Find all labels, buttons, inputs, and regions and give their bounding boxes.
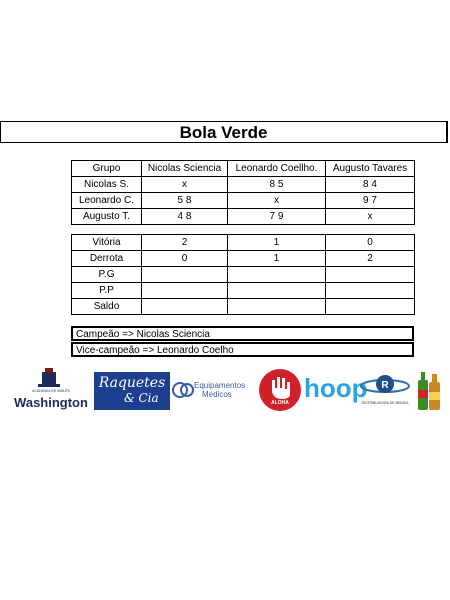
table-cell bbox=[326, 299, 415, 315]
table-cell: 8 5 bbox=[228, 177, 326, 193]
vice-champion-box: Vice-campeão => Leonardo Coelho bbox=[71, 342, 414, 357]
table-row bbox=[72, 177, 415, 193]
table-row bbox=[72, 235, 415, 251]
table-cell: x bbox=[142, 177, 228, 193]
table-row bbox=[72, 251, 415, 267]
table-cell: 2 bbox=[326, 251, 415, 267]
row-label: P.G bbox=[72, 267, 142, 283]
table-cell: 1 bbox=[228, 235, 326, 251]
table-cell bbox=[326, 283, 415, 299]
table-cell: 2 bbox=[142, 235, 228, 251]
page-title: Bola Verde bbox=[0, 121, 448, 143]
equipamentos-line1: Equipamentos bbox=[194, 381, 246, 390]
table-header-row bbox=[72, 161, 415, 177]
table-cell: 7 9 bbox=[228, 209, 326, 225]
table-row bbox=[72, 267, 415, 283]
table-cell bbox=[228, 267, 326, 283]
bottles-logo bbox=[414, 368, 444, 412]
table-cell bbox=[228, 299, 326, 315]
table-cell: x bbox=[326, 209, 415, 225]
aloha-logo bbox=[258, 368, 302, 412]
washington-name: Washington bbox=[14, 395, 88, 410]
table-cell bbox=[142, 267, 228, 283]
table-cell: 4 8 bbox=[142, 209, 228, 225]
washington-logo bbox=[8, 366, 94, 414]
raquetes-line2: & Cia bbox=[124, 391, 159, 405]
header-cell: Leonardo Coellho. bbox=[228, 161, 326, 177]
medical-emblem-icon bbox=[172, 380, 194, 400]
distribuidora-name: DISTRIBUIDORA DE BEBIDA bbox=[361, 401, 409, 405]
table-cell: 1 bbox=[228, 251, 326, 267]
washington-tagline: ACADEMIA DE INGLÊS bbox=[32, 389, 70, 393]
header-cell: Augusto Tavares bbox=[326, 161, 415, 177]
hoop-logo bbox=[304, 372, 368, 406]
table-cell bbox=[326, 267, 415, 283]
distribuidora-emblem-icon bbox=[358, 370, 412, 400]
row-label: Augusto T. bbox=[72, 209, 142, 225]
equipamentos-line2: Médicos bbox=[202, 390, 232, 399]
table-row bbox=[72, 299, 415, 315]
table-cell: 0 bbox=[142, 251, 228, 267]
row-label: P.P bbox=[72, 283, 142, 299]
row-label: Leonardo C. bbox=[72, 193, 142, 209]
distribuidora-logo bbox=[358, 370, 412, 410]
bottles-icon bbox=[414, 368, 444, 412]
results-table bbox=[71, 160, 415, 225]
header-cell: Nicolas Sciencia bbox=[142, 161, 228, 177]
table-cell: 5 8 bbox=[142, 193, 228, 209]
table-cell: 9 7 bbox=[326, 193, 415, 209]
table-cell: 0 bbox=[326, 235, 415, 251]
table-cell bbox=[142, 283, 228, 299]
svg-text:R: R bbox=[381, 380, 389, 391]
hoop-name: hoop bbox=[304, 373, 368, 403]
champion-box: Campeão => Nicolas Sciencia bbox=[71, 326, 414, 341]
table-cell: x bbox=[228, 193, 326, 209]
table-cell bbox=[228, 283, 326, 299]
table-cell bbox=[142, 299, 228, 315]
row-label: Vitória bbox=[72, 235, 142, 251]
table-row bbox=[72, 209, 415, 225]
row-label: Derrota bbox=[72, 251, 142, 267]
table-row bbox=[72, 283, 415, 299]
table-cell: 8 4 bbox=[326, 177, 415, 193]
equipamentos-logo bbox=[172, 380, 256, 404]
aloha-name: ALOHA bbox=[271, 400, 289, 406]
table-row bbox=[72, 193, 415, 209]
stats-table bbox=[71, 234, 415, 315]
header-cell: Grupo bbox=[72, 161, 142, 177]
raquetes-logo bbox=[94, 372, 170, 410]
row-label: Nicolas S. bbox=[72, 177, 142, 193]
raquetes-line1: Raquetes bbox=[98, 375, 166, 391]
sponsor-logos bbox=[8, 366, 444, 416]
row-label: Saldo bbox=[72, 299, 142, 315]
